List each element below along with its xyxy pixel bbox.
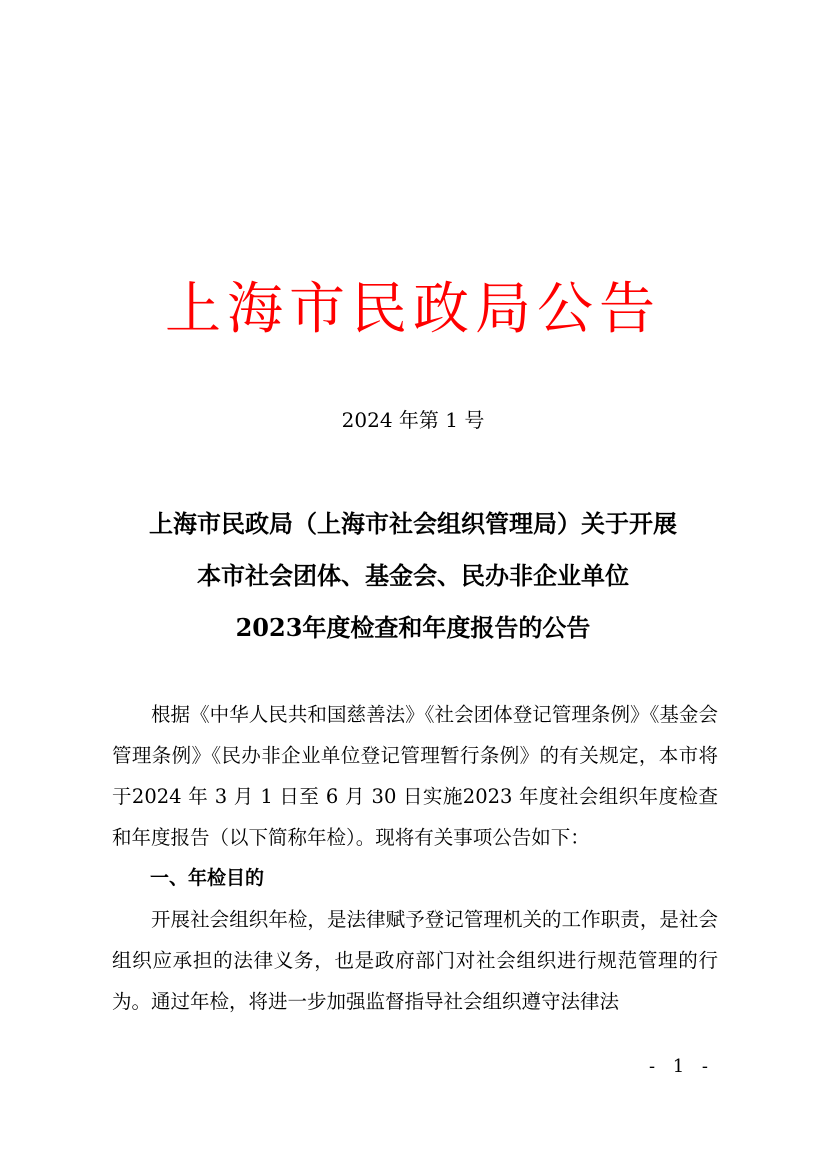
announcement-title (0, 502, 826, 658)
page-number: - 1 - (648, 1056, 714, 1077)
intro-paragraph: 根据《中华人民共和国慈善法》《社会团体登记管理条例》《基金会管理条例》《民办非企业单位登记管理暂行条例》的有关规定，本市将于2024 年 3 月 1 日至 6 月 30 日实施2023 年度社会组织年度检查和年度报告（以下简称年检）。现将有关事项公告如下： (112, 703, 718, 849)
title-line-3: 2023年度检查和年度报告的公告 (235, 613, 591, 642)
section-heading: 一、年检目的 (150, 867, 265, 889)
section-paragraph: 开展社会组织年检，是法律赋予登记管理机关的工作职责，是社会组织应承担的法律义务，也是政府部门对社会组织进行规范管理的行为。通过年检，将进一步加强监督指导社会组织遵守法律法 (112, 908, 718, 1013)
title-line-1: 上海市民政局（上海市社会组织管理局）关于开展 (149, 509, 677, 538)
masthead-title: 上海市民政局公告 (165, 277, 661, 342)
document-body (112, 694, 718, 1022)
title-line-2: 本市社会团体、基金会、民办非企业单位 (197, 561, 629, 590)
issue-number: 2024 年第 1 号 (341, 408, 485, 432)
